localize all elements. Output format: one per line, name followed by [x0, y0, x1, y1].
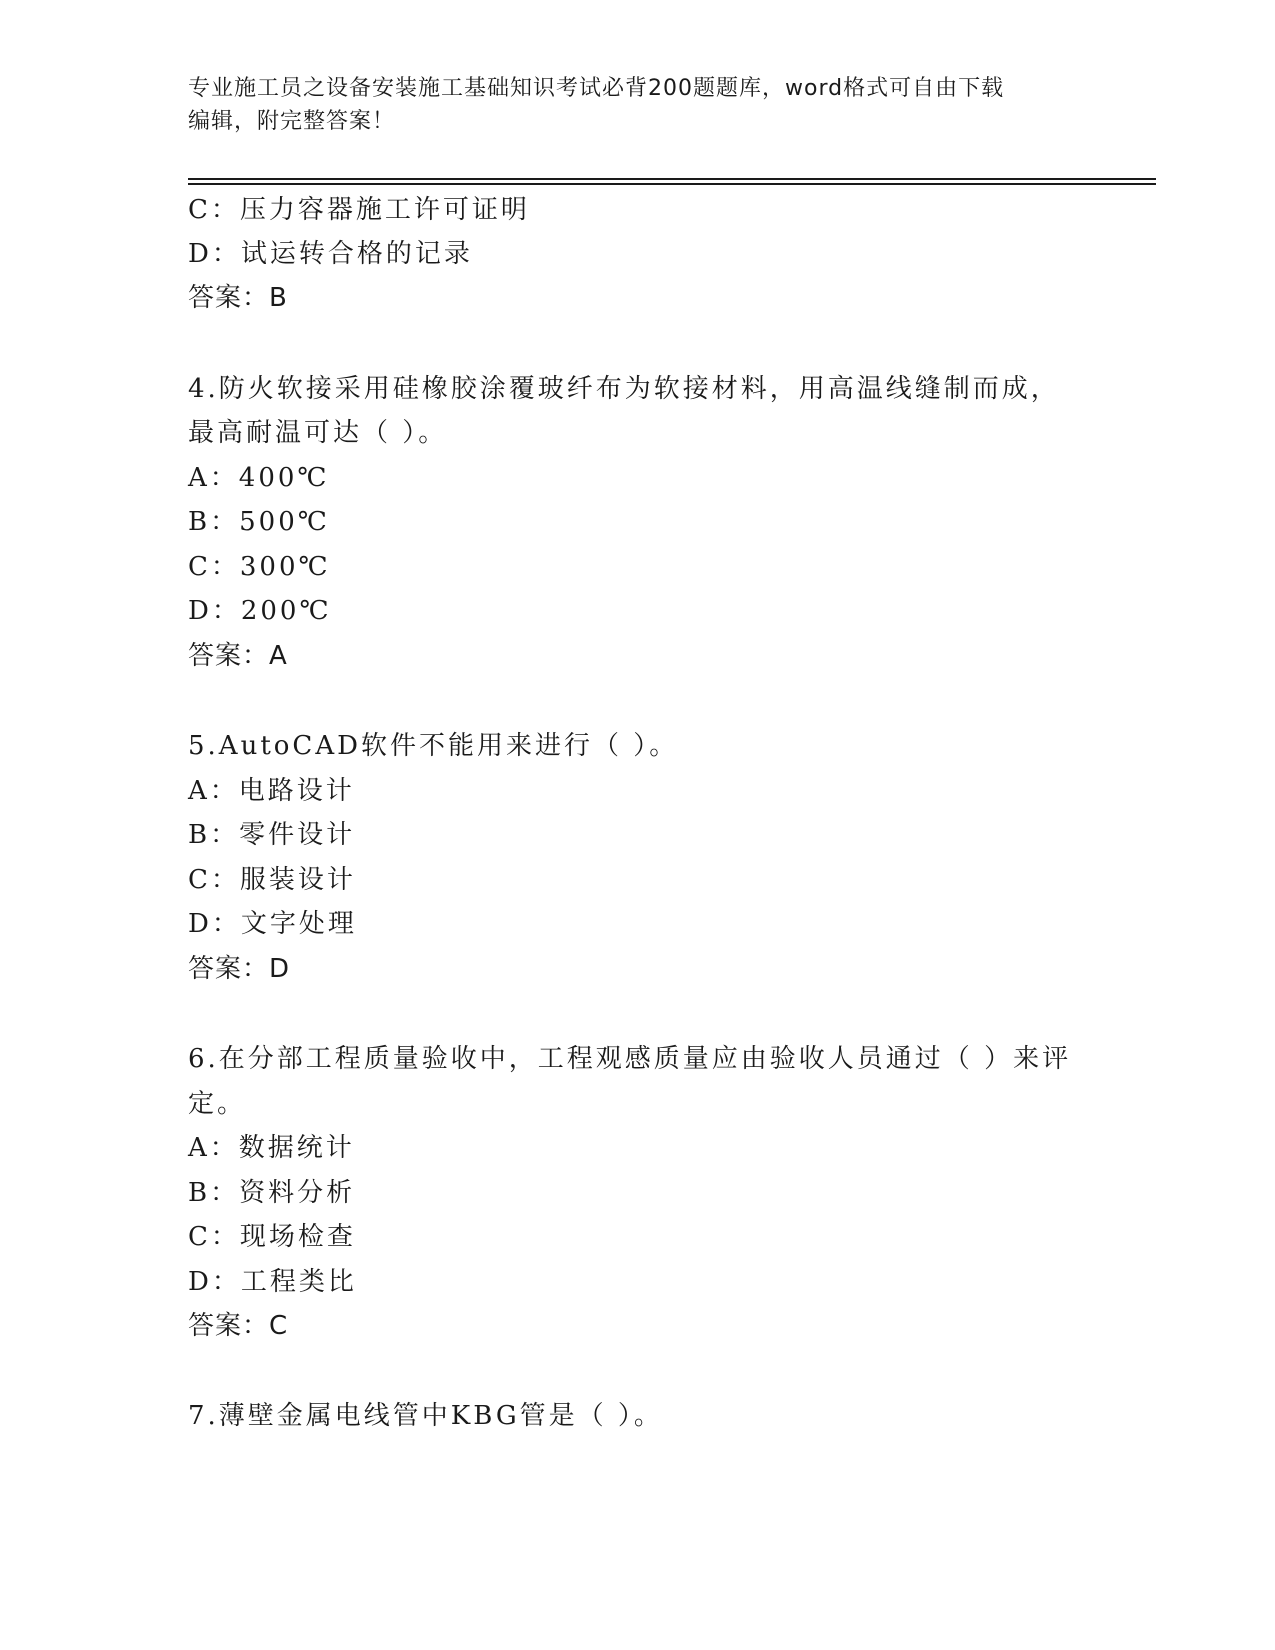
q4-option-a: A：400℃: [188, 463, 330, 493]
q5-answer: 答案：D: [188, 954, 291, 984]
q6-option-b: B：资料分析: [188, 1178, 356, 1208]
header-divider-bottom: [188, 183, 1156, 185]
q4-option-d: D：200℃: [188, 596, 332, 626]
q4-stem-line-1: 4.防火软接采用硅橡胶涂覆玻纤布为软接材料，用高温线缝制而成，: [188, 374, 1060, 404]
q5-option-c: C：服装设计: [188, 865, 356, 895]
header-divider-top: [188, 178, 1156, 180]
q3-answer: 答案：B: [188, 283, 288, 313]
q5-stem: 5.AutoCAD软件不能用来进行（ ）。: [188, 731, 679, 761]
q4-option-c: C：300℃: [188, 552, 331, 582]
q3-option-c: C：压力容器施工许可证明: [188, 195, 530, 225]
q4-option-b: B：500℃: [188, 507, 330, 537]
q6-stem-line-1: 6.在分部工程质量验收中，工程观感质量应由验收人员通过（ ）来评: [188, 1044, 1072, 1074]
q6-answer: 答案：C: [188, 1311, 289, 1341]
q5-option-d: D：文字处理: [188, 909, 357, 939]
q6-option-a: A：数据统计: [188, 1133, 355, 1163]
q6-stem-line-2: 定。: [188, 1089, 247, 1119]
q5-option-b: B：零件设计: [188, 820, 356, 850]
q7-stem: 7.薄壁金属电线管中KBG管是（ ）。: [188, 1401, 663, 1431]
header-line-1: 专业施工员之设备安装施工基础知识考试必背200题题库，word格式可自由下载: [188, 76, 1005, 101]
q6-option-d: D：工程类比: [188, 1267, 357, 1297]
document-header: [188, 72, 1088, 138]
q5-option-a: A：电路设计: [188, 776, 355, 806]
q6-option-c: C：现场检查: [188, 1222, 356, 1252]
q4-stem-line-2: 最高耐温可达（ ）。: [188, 418, 448, 448]
header-line-2: 编辑，附完整答案！: [188, 109, 396, 134]
q4-answer: 答案：A: [188, 641, 288, 671]
q3-option-d: D：试运转合格的记录: [188, 239, 473, 269]
